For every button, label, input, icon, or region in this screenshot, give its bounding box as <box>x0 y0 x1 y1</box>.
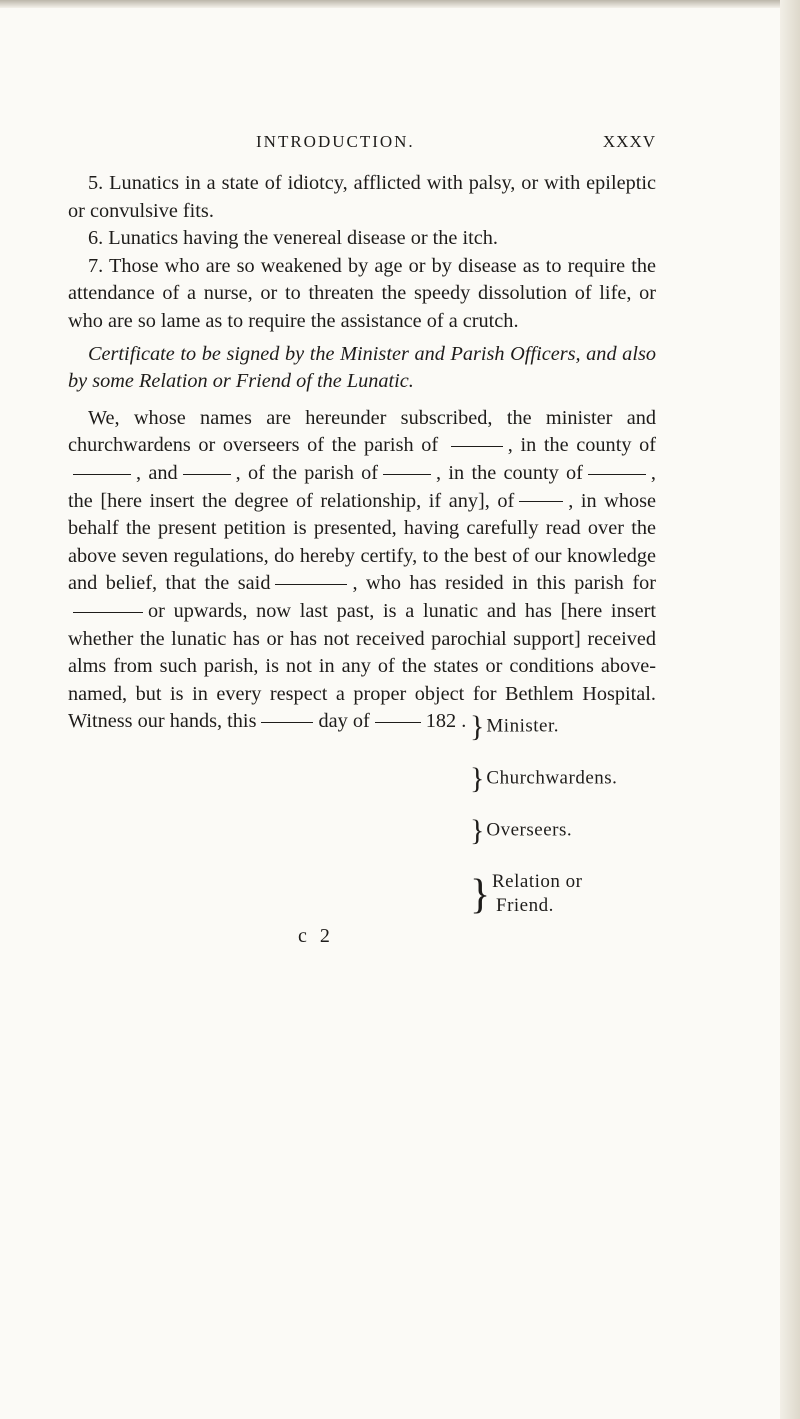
signatory-relation-line2: Friend. <box>496 895 554 916</box>
brace-mark: } <box>470 872 491 918</box>
certificate-part-7: , in whose behalf the present petition is presented, having carefully read over the above seven regulations, do hereby certify, to the best of our knowledge and belief, that the said <box>68 489 657 595</box>
blank-line <box>183 474 231 475</box>
page-numeral: XXXV <box>602 132 656 151</box>
signatory-churchwardens <box>470 762 618 795</box>
blank-line <box>519 501 563 502</box>
certificate-part-3: , and <box>136 461 178 484</box>
regulation-item-7: 7. Those who are so weakened by age or by disease as to require the attendance of a nurse, or to threaten the speedy dissolution of life, or who are so lame as to require the assistance of a crutch. <box>68 254 656 332</box>
running-head-title: INTRODUCTION. <box>256 132 415 151</box>
certificate-part-4: , of the parish of <box>235 461 379 484</box>
certificate-part-11: 182 . <box>425 710 467 733</box>
certificate-part-9: or upwards, now last past, is a lunatic and has [here insert whether the lunatic has or has not received parochial support] received alms from such parish, is not in any of the states or conditions above-named, but is in every respect a proper object for Bethlem Hospital. Witness our hands, this <box>68 599 656 733</box>
page-top-edge <box>0 0 800 8</box>
main-text <box>68 170 656 736</box>
page-right-edge <box>780 0 800 1419</box>
certificate-part-5: , in the county of <box>436 461 583 484</box>
blank-line <box>275 584 347 585</box>
blank-line <box>383 474 431 475</box>
brace-mark: } <box>470 814 485 847</box>
blank-line <box>588 474 646 475</box>
signatory-churchwardens-label: Churchwardens. <box>486 767 618 789</box>
certificate-part-6: , the [here insert the degree of relationship, if any], of <box>68 461 656 512</box>
blank-line <box>375 722 421 723</box>
signatory-relation-line1: Relation or <box>492 871 583 892</box>
certificate-part-8: , who has resided in this parish for <box>352 572 656 595</box>
regulation-item-6: 6. Lunatics having the venereal disease or the itch. <box>88 227 498 250</box>
signatory-minister-label: Minister. <box>486 715 559 737</box>
certificate-heading: Certificate to be signed by the Minister and Parish Officers, and also by some Relation or Friend of the Lunatic. <box>68 342 656 393</box>
brace-mark: } <box>470 710 485 743</box>
certificate-part-10: day of <box>318 710 370 733</box>
certificate-part-2: , in the county of <box>507 434 656 457</box>
blank-line <box>451 446 503 447</box>
signature-mark: c 2 <box>298 925 334 947</box>
blank-line <box>73 474 131 475</box>
blank-line <box>261 722 313 723</box>
signatory-overseers-label: Overseers. <box>486 819 573 841</box>
signatory-minister <box>470 710 559 743</box>
blank-line <box>73 612 143 613</box>
certificate-part-1: We, whose names are hereunder subscribed, the minister and churchwardens or overseers of the parish of <box>68 406 656 457</box>
regulation-item-5: 5. Lunatics in a state of idiotcy, afflicted with palsy, or with epileptic or convulsive fits. <box>68 172 656 222</box>
brace-mark: } <box>470 762 485 795</box>
certificate-text <box>68 405 656 736</box>
signatory-overseers <box>470 814 573 847</box>
